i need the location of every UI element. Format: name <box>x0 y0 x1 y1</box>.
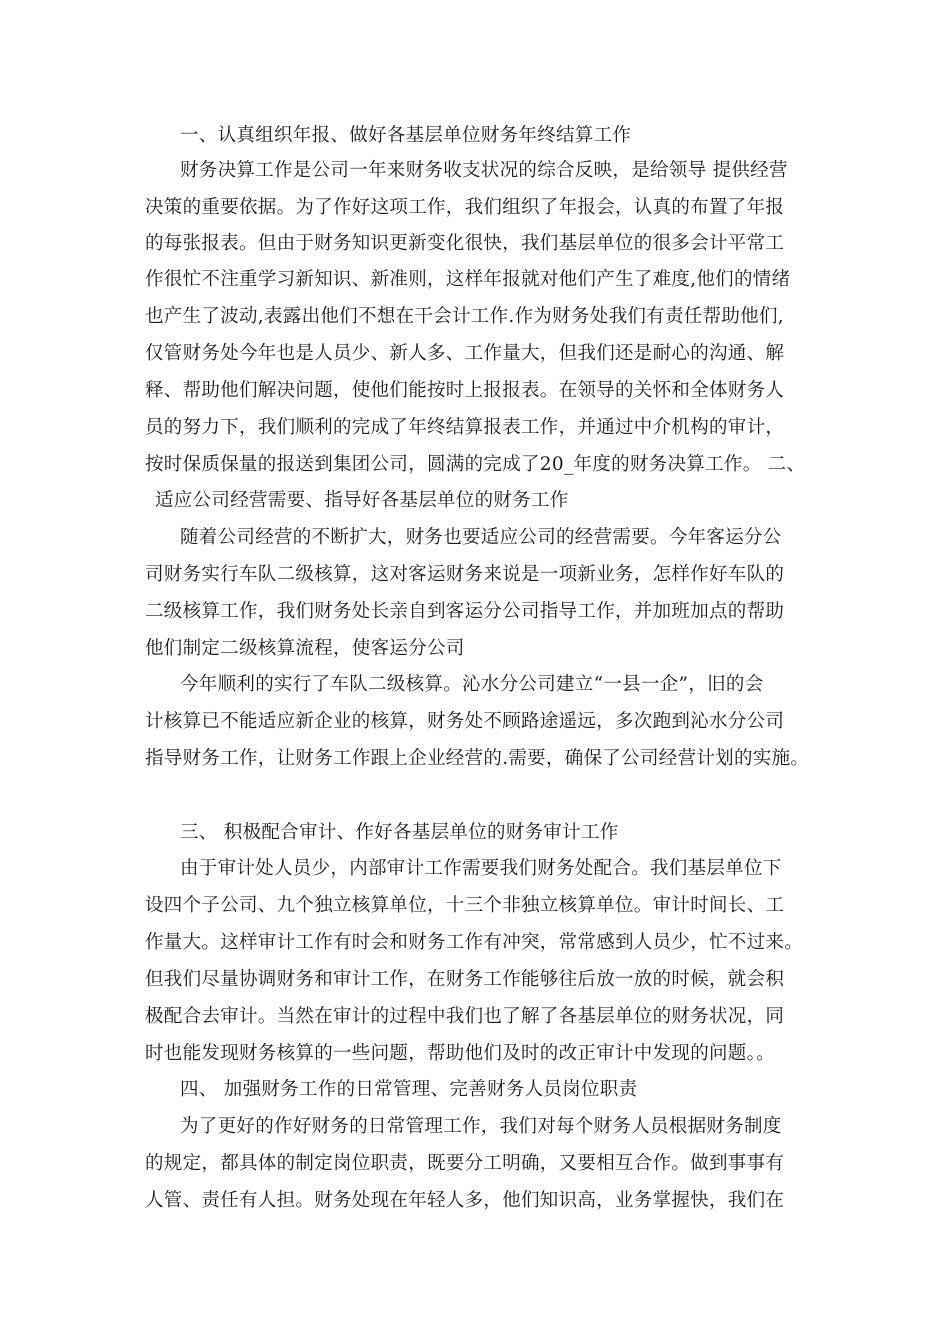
paragraph-line: 时也能发现财务核算的一些问题，帮助他们及时的改正审计中发现的问题。。 <box>145 1043 775 1064</box>
section-heading: 适应公司经营需要、指导好各基层单位的财务工作 <box>155 490 569 511</box>
paragraph-line: 也产生了波动,表露出他们不想在干会计工作.作为财务处我们有责任帮助他们, <box>145 306 784 327</box>
paragraph-line: 司财务实行车队二级核算，这对客运财务来说是一项新业务，怎样作好车队的 <box>145 564 785 585</box>
paragraph-line: 作很忙不注重学习新知识、新准则，这样年报就对他们产生了难度,他们的情绪 <box>145 269 791 290</box>
paragraph-line: 极配合去审计。当然在审计的过程中我们也了解了各基层单位的财务状况，同 <box>145 1006 785 1027</box>
paragraph-line: 二级核算工作，我们财务处长亲自到客运分公司指导工作，并加班加点的帮助 <box>145 601 785 622</box>
paragraph-line: 但我们尽量协调财务和审计工作，在财务工作能够往后放一放的时候，就会积 <box>145 969 785 990</box>
paragraph-line: 人管、责任有人担。财务处现在年轻人多，他们知识高，业务掌握快，我们在 <box>145 1190 785 1211</box>
paragraph-line: 财务决算工作是公司一年来财务收支状况的综合反映，是给领导 提供经营 <box>180 160 788 181</box>
paragraph-line: 他们制定二级核算流程，使客运分公司 <box>145 638 465 659</box>
paragraph-line: 仅管财务处今年也是人员少、新人多、工作量大，但我们还是耐心的沟通、解 <box>145 343 785 364</box>
paragraph-line: 的规定，都具体的制定岗位职责，既要分工明确，又要相互合作。做到事事有 <box>145 1153 785 1174</box>
section-heading: 四、 加强财务工作的日常管理、完善财务人员岗位职责 <box>180 1079 638 1100</box>
paragraph-line: 计核算已不能适应新企业的核算，财务处不顾路途遥远，多次跑到沁水分公司 <box>145 711 785 732</box>
paragraph-line: 的每张报表。但由于财务知识更新变化很快，我们基层单位的很多会计平常工 <box>145 233 785 254</box>
paragraph-line: 设四个子公司、九个独立核算单位，十三个非独立核算单位。审计时间长、工 <box>145 895 785 916</box>
paragraph-line: 由于审计处人员少，内部审计工作需要我们财务处配合。我们基层单位下 <box>180 858 782 879</box>
paragraph-line: 决策的重要依据。为了作好这项工作，我们组织了年报会，认真的布置了年报 <box>145 197 785 218</box>
paragraph-line: 员的努力下，我们顺利的完成了年终结算报表工作，并通过中介机构的审计， <box>145 417 785 438</box>
section-heading: 三、 积极配合审计、作好各基层单位的财务审计工作 <box>180 822 619 843</box>
paragraph-line: 随着公司经营的不断扩大，财务也要适应公司的经营需要。今年客运分公 <box>180 527 782 548</box>
paragraph-line: 今年顺利的实行了车队二级核算。沁水分公司建立“一县一企”，旧的会 <box>180 674 764 695</box>
paragraph-line: 指导财务工作，让财务工作跟上企业经营的.需要，确保了公司经营计划的实施。 <box>145 748 810 769</box>
section-heading: 一、认真组织年报、做好各基层单位财务年终结算工作 <box>180 125 632 146</box>
paragraph-line: 释、帮助他们解决问题，使他们能按时上报报表。在领导的关怀和全体财务人 <box>145 380 785 401</box>
paragraph-line: 为了更好的作好财务的日常管理工作，我们对每个财务人员根据财务制度 <box>180 1116 782 1137</box>
paragraph-line: 作量大。这样审计工作有时会和财务工作有冲突，常常感到人员少，忙不过来。 <box>145 932 804 953</box>
paragraph-line: 按时保质保量的报送到集团公司，圆满的完成了20_年度的财务决算工作。 二、 <box>145 454 806 475</box>
